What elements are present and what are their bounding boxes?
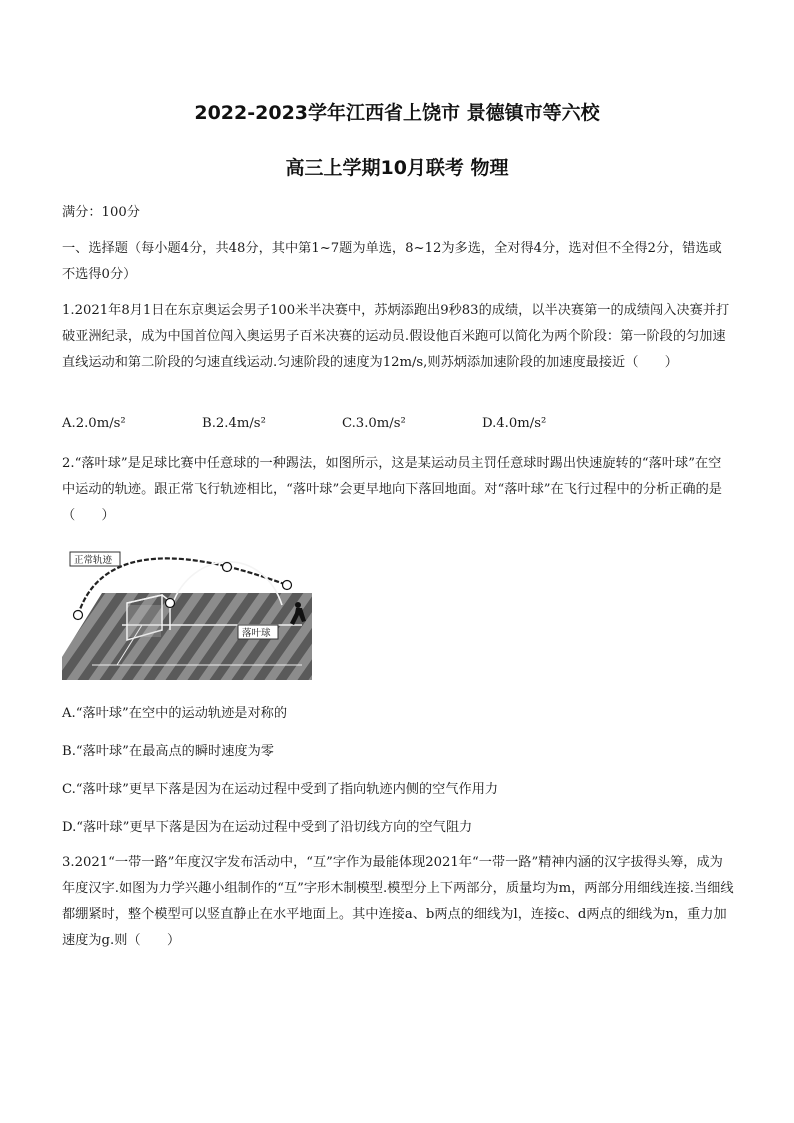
exam-title-line1: 2022-2023学年江西省上饶市 景德镇市等六校	[194, 102, 600, 124]
q2-option-c: C.“落叶球”更早下落是因为在运动过程中受到了指向轨迹内侧的空气作用力	[62, 782, 499, 797]
ball-icon	[283, 581, 292, 590]
q2-option-a: A.“落叶球”在空中的运动轨迹是对称的	[62, 706, 288, 721]
ball-icon	[223, 563, 232, 572]
leaf-ball-figure	[62, 545, 312, 680]
leaf-ball-illustration	[62, 545, 312, 680]
full-score: 满分：100分	[62, 205, 140, 220]
question-2-stem: 2.“落叶球”是足球比赛中任意球的一种踢法，如图所示，这是某运动员主罚任意球时踢出快速旋转的“落叶球”在空中运动的轨迹。跟正常飞行轨迹相比，“落叶球”会更早地向下落回地面。对“落叶球”在飞行过程中的分析正确的是（ ）	[62, 456, 722, 523]
ball-icon	[74, 611, 83, 620]
q1-option-c: C.3.0m/s²	[342, 416, 406, 431]
question-1-stem: 1.2021年8月1日在东京奥运会男子100米半决赛中，苏炳添跑出9秒83的成绩，以半决赛第一的成绩闯入决赛并打破亚洲纪录，成为中国首位闯入奥运男子百米决赛的运动员.假设他百米跑可以简化为两个阶段：第一阶段的匀加速直线运动和第二阶段的匀速直线运动.匀速阶段的速度为12m/s,则苏炳添加速阶段的加速度最接近（ ）	[62, 303, 730, 370]
exam-title-line2: 高三上学期10月联考 物理	[285, 157, 509, 179]
normal-trajectory-label: 正常轨迹	[74, 555, 113, 566]
section-heading: 一、选择题（每小题4分，共48分，其中第1~7题为单选，8~12为多选，全对得4分，选对但不全得2分，错选或不选得0分）	[62, 241, 722, 282]
q2-option-b: B.“落叶球”在最高点的瞬时速度为零	[62, 744, 274, 759]
q1-option-a: A.2.0m/s²	[62, 416, 126, 431]
q1-option-b: B.2.4m/s²	[202, 416, 266, 431]
leaf-ball-label: 落叶球	[242, 628, 271, 639]
q1-option-d: D.4.0m/s²	[482, 416, 547, 431]
q2-option-d: D.“落叶球”更早下落是因为在运动过程中受到了沿切线方向的空气阻力	[62, 820, 473, 835]
ball-icon	[166, 599, 175, 608]
question-3-stem: 3.2021“一带一路”年度汉字发布活动中，“互”字作为最能体现2021年“一带一路”精神内涵的汉字拔得头筹，成为年度汉字.如图为力学兴趣小组制作的“互”字形木制模型.模型分上下两部分，质量均为m，两部分用细线连接.当细线都绷紧时，整个模型可以竖直静止在水平地面上。其中连接a、b两点的细线为l，连接c、d两点的细线为n，重力加速度为g.则（ ）	[62, 855, 734, 948]
